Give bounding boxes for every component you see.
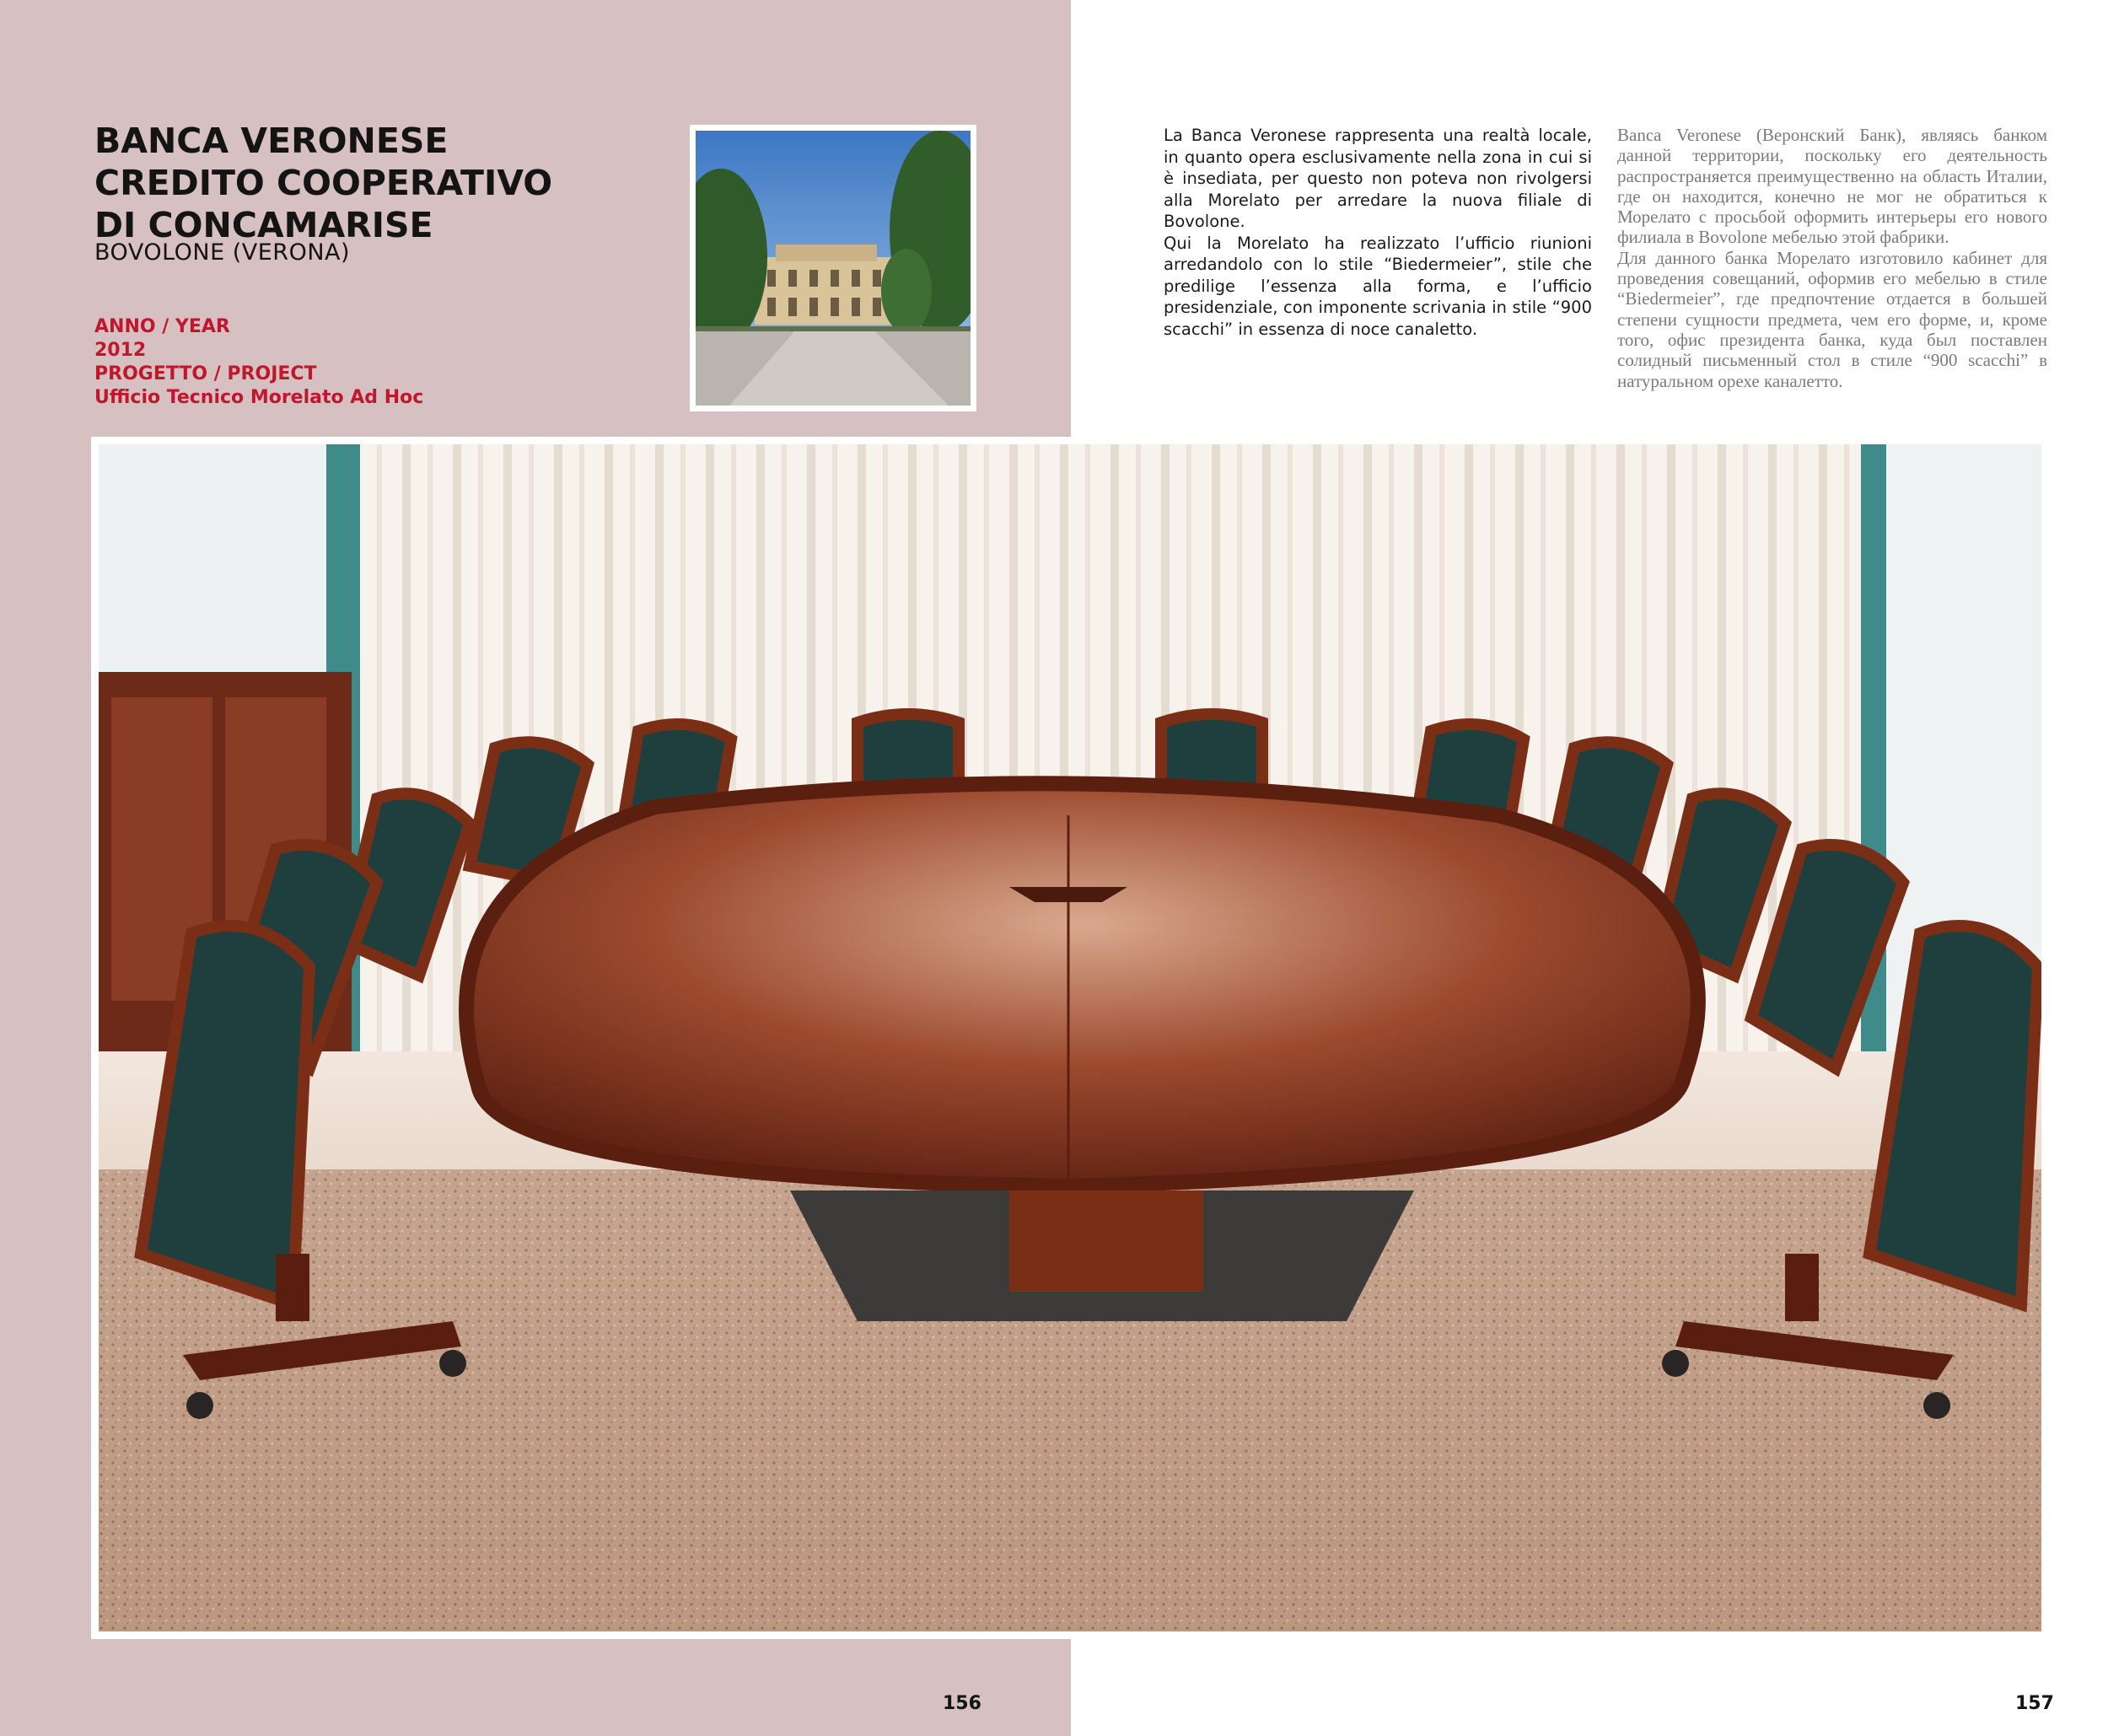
italian-paragraph-1: La Banca Veronese rappresenta una realtà locale, in quanto opera esclusivamente nella zona in cui si è insediata, per questo non poteva non rivolgersi alla Morelato per arredare la nuova filiale di Bovolone.	[1164, 126, 1592, 231]
project-location: BOVOLONE (VERONA)	[94, 239, 351, 266]
page-number-left: 156	[943, 1693, 981, 1714]
italian-description	[1164, 125, 1592, 340]
title-line-2: CREDITO COOPERATIVO	[94, 163, 553, 203]
title-line-1: BANCA VERONESE	[94, 121, 449, 161]
project-meta	[94, 315, 423, 410]
meeting-room-photo-frame	[91, 437, 2049, 1639]
italian-paragraph-2: Qui la Morelato ha realizzato l’ufficio riunioni arredandolo con lo stile “Biedermeier”, stile che predilige l’essenza alla forma, e l’ufficio presidenziale, con imponente scrivania in stile “900 scacchi” in essenza di noce canaletto.	[1164, 233, 1592, 339]
year-label: ANNO / YEAR	[94, 316, 230, 337]
exterior-photo	[696, 131, 971, 406]
russian-paragraph-2: Для данного банка Морелато изготовило кабинет для проведения совещаний, оформив его мебелью в стиле “Biedermeier”, где предпочтение отдается в большей степени сущности предмета, чем его форме, и, кроме того, офис президента банка, куда был поставлен солидный письменный стол в стиле “900 scacchi” в натуральном орехе каналетто.	[1617, 247, 2047, 391]
year-value: 2012	[94, 340, 147, 361]
project-value: Ufficio Tecnico Morelato Ad Hoc	[94, 387, 424, 408]
project-title	[94, 120, 685, 246]
russian-paragraph-1: Banca Veronese (Веронский Банк), являясь банком данной территории, поскольку его деятельность распространяется преимущественно на область Италии, где он находится, конечно не мог не обратиться к Морелато с просьбой оформить интерьеры его нового филиала в Bovolone мебелью этой фабрики.	[1617, 125, 2047, 248]
page-number-right: 157	[2015, 1693, 2054, 1714]
title-line-3: DI CONCAMARISE	[94, 205, 433, 245]
exterior-thumbnail	[690, 125, 976, 411]
meeting-room-photo	[99, 444, 2041, 1631]
russian-description	[1617, 125, 2047, 391]
project-label: PROGETTO / PROJECT	[94, 363, 317, 384]
